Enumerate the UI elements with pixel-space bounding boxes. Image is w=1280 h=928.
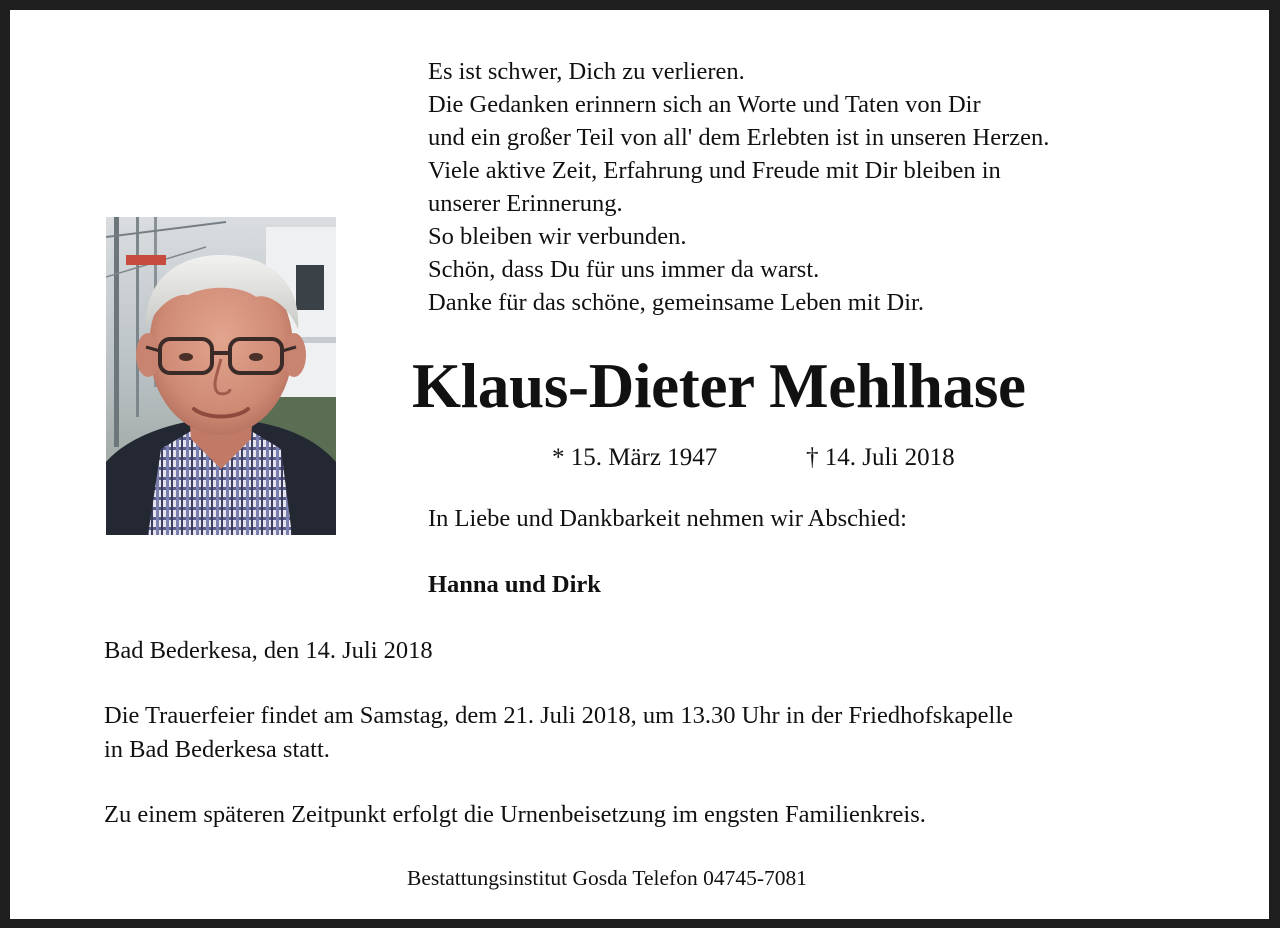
poem-line: Danke für das schöne, gemeinsame Leben mit Dir.	[428, 289, 924, 316]
funeral-info	[104, 699, 1013, 767]
poem-line: Viele aktive Zeit, Erfahrung und Freude mit Dir bleiben in	[428, 157, 1001, 184]
signers: Hanna und Dirk	[428, 571, 601, 598]
poem-line: Schön, dass Du für uns immer da warst.	[428, 256, 820, 283]
poem	[428, 55, 1049, 319]
poem-line: So bleiben wir verbunden.	[428, 223, 687, 250]
portrait-photo-icon	[106, 217, 336, 535]
place-and-date: Bad Bederkesa, den 14. Juli 2018	[104, 637, 433, 664]
funeral-line: in Bad Bederkesa statt.	[104, 736, 330, 763]
portrait-photo	[106, 217, 336, 535]
funeral-line: Die Trauerfeier findet am Samstag, dem 21. Juli 2018, um 13.30 Uhr in der Friedhofskapelle	[104, 702, 1014, 729]
undertaker-contact: Bestattungsinstitut Gosda Telefon 04745-7081	[407, 866, 807, 890]
deceased-name: Klaus-Dieter Mehlhase	[412, 351, 1026, 421]
poem-line: unserer Erinnerung.	[428, 190, 623, 217]
poem-line: Die Gedanken erinnern sich an Worte und Taten von Dir	[428, 91, 981, 118]
farewell-text: In Liebe und Dankbarkeit nehmen wir Abschied:	[428, 505, 907, 532]
poem-line: und ein großer Teil von all' dem Erlebten ist in unseren Herzen.	[428, 124, 1050, 151]
birth-date: * 15. März 1947	[552, 444, 718, 471]
poem-line: Es ist schwer, Dich zu verlieren.	[428, 58, 745, 85]
urn-burial-info: Zu einem späteren Zeitpunkt erfolgt die Urnenbeisetzung im engsten Familienkreis.	[104, 801, 926, 828]
death-date: † 14. Juli 2018	[806, 444, 955, 471]
